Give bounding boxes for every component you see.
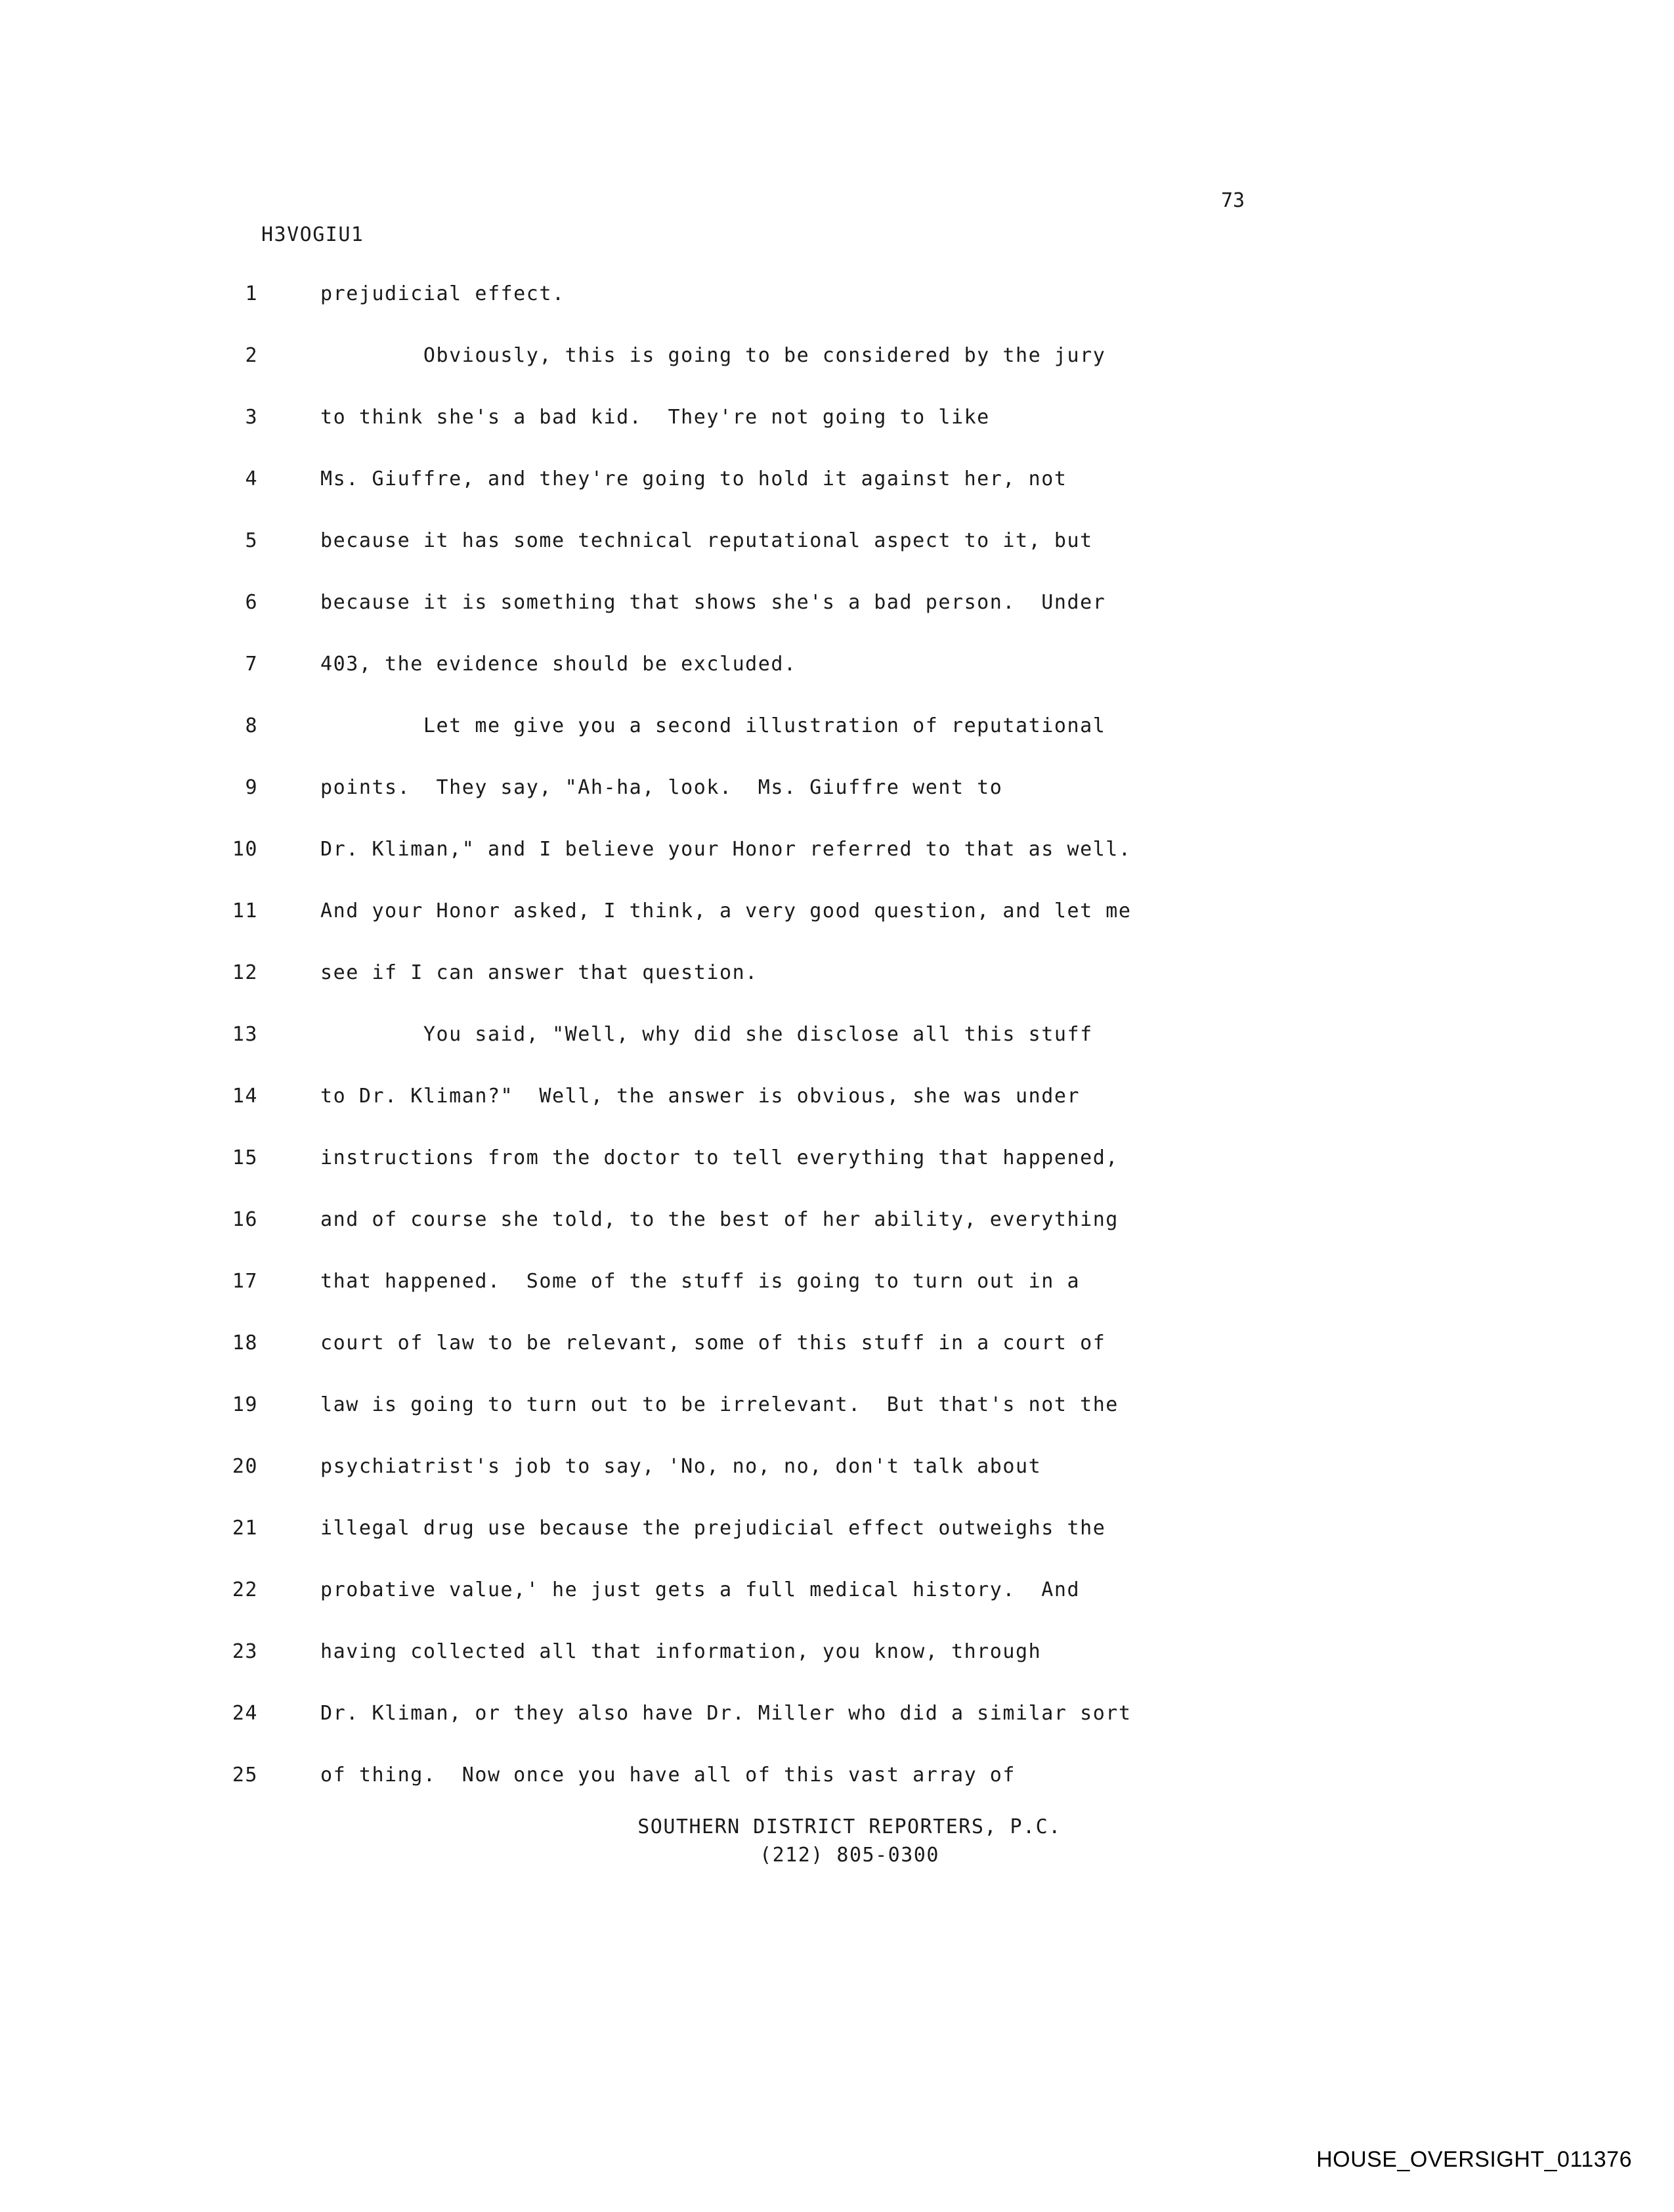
transcript-line bbox=[187, 838, 1434, 900]
line-text: points. They say, "Ah-ha, look. Ms. Giuffre went to bbox=[320, 776, 1003, 799]
line-number: 17 bbox=[232, 1270, 258, 1293]
transcript-line bbox=[187, 776, 1434, 838]
line-number: 8 bbox=[245, 714, 258, 737]
page-footer bbox=[0, 1815, 1674, 1867]
line-number: 7 bbox=[245, 653, 258, 676]
transcript-line bbox=[187, 1023, 1434, 1085]
line-number: 6 bbox=[245, 591, 258, 614]
transcript-line bbox=[187, 900, 1434, 961]
line-text: to think she's a bad kid. They're not going to like bbox=[320, 406, 990, 429]
line-number: 24 bbox=[232, 1702, 258, 1725]
line-number: 10 bbox=[232, 838, 258, 861]
line-number: 23 bbox=[232, 1640, 258, 1663]
transcript-line bbox=[187, 282, 1434, 344]
line-text: see if I can answer that question. bbox=[320, 961, 758, 984]
transcript-line bbox=[187, 1393, 1434, 1455]
transcript-line bbox=[187, 344, 1434, 406]
line-text: court of law to be relevant, some of this stuff in a court of bbox=[320, 1332, 1106, 1355]
line-number: 12 bbox=[232, 961, 258, 984]
transcript-line bbox=[187, 961, 1434, 1023]
line-text: law is going to turn out to be irrelevant. But that's not the bbox=[320, 1393, 1119, 1416]
reporter-phone: (212) 805-0300 bbox=[760, 1844, 939, 1867]
line-text: Ms. Giuffre, and they're going to hold it against her, not bbox=[320, 467, 1067, 490]
reporter-name: SOUTHERN DISTRICT REPORTERS, P.C. bbox=[637, 1815, 1062, 1838]
line-number: 22 bbox=[232, 1578, 258, 1601]
transcript-line bbox=[187, 1085, 1434, 1146]
transcript-line bbox=[187, 591, 1434, 653]
line-number: 3 bbox=[245, 406, 258, 429]
line-number: 25 bbox=[232, 1764, 258, 1787]
line-number: 19 bbox=[232, 1393, 258, 1416]
line-number: 9 bbox=[245, 776, 258, 799]
transcript-line bbox=[187, 1332, 1434, 1393]
line-text: having collected all that information, you know, through bbox=[320, 1640, 1042, 1663]
transcript-body bbox=[187, 282, 1434, 1825]
line-number: 1 bbox=[245, 282, 258, 305]
document-id: H3VOGIU1 bbox=[261, 223, 364, 246]
line-text: Dr. Kliman," and I believe your Honor referred to that as well. bbox=[320, 838, 1132, 861]
line-text: because it has some technical reputational aspect to it, but bbox=[320, 529, 1093, 552]
transcript-line bbox=[187, 1455, 1434, 1517]
bates-stamp: HOUSE_OVERSIGHT_011376 bbox=[1316, 2147, 1632, 2172]
transcript-line bbox=[187, 529, 1434, 591]
line-text: illegal drug use because the prejudicial effect outweighs the bbox=[320, 1517, 1106, 1540]
line-text: to Dr. Kliman?" Well, the answer is obvious, she was under bbox=[320, 1085, 1081, 1108]
page-number: 73 bbox=[1221, 189, 1245, 212]
line-number: 18 bbox=[232, 1332, 258, 1355]
line-number: 11 bbox=[232, 900, 258, 922]
transcript-line bbox=[187, 1578, 1434, 1640]
transcript-line bbox=[187, 1208, 1434, 1270]
transcript-line bbox=[187, 1270, 1434, 1332]
line-text: You said, "Well, why did she disclose all this stuff bbox=[320, 1023, 1093, 1046]
line-text: And your Honor asked, I think, a very good question, and let me bbox=[320, 900, 1132, 922]
line-text: prejudicial effect. bbox=[320, 282, 565, 305]
transcript-line bbox=[187, 714, 1434, 776]
line-number: 14 bbox=[232, 1085, 258, 1108]
line-text: instructions from the doctor to tell everything that happened, bbox=[320, 1146, 1119, 1169]
transcript-line bbox=[187, 653, 1434, 714]
line-text: of thing. Now once you have all of this vast array of bbox=[320, 1764, 1016, 1787]
line-number: 13 bbox=[232, 1023, 258, 1046]
transcript-line bbox=[187, 1146, 1434, 1208]
transcript-line bbox=[187, 1517, 1434, 1578]
transcript-line bbox=[187, 1640, 1434, 1702]
line-text: Dr. Kliman, or they also have Dr. Miller who did a similar sort bbox=[320, 1702, 1132, 1725]
line-text: probative value,' he just gets a full medical history. And bbox=[320, 1578, 1081, 1601]
line-text: Let me give you a second illustration of reputational bbox=[320, 714, 1106, 737]
transcript-line bbox=[187, 467, 1434, 529]
line-number: 20 bbox=[232, 1455, 258, 1478]
line-text: and of course she told, to the best of her ability, everything bbox=[320, 1208, 1119, 1231]
line-number: 4 bbox=[245, 467, 258, 490]
line-number: 5 bbox=[245, 529, 258, 552]
line-text: that happened. Some of the stuff is going to turn out in a bbox=[320, 1270, 1081, 1293]
transcript-line bbox=[187, 1702, 1434, 1764]
line-text: 403, the evidence should be excluded. bbox=[320, 653, 797, 676]
line-text: because it is something that shows she's a bad person. Under bbox=[320, 591, 1106, 614]
line-number: 15 bbox=[232, 1146, 258, 1169]
line-text: psychiatrist's job to say, 'No, no, no, don't talk about bbox=[320, 1455, 1042, 1478]
line-text: Obviously, this is going to be considered by the jury bbox=[320, 344, 1106, 367]
line-number: 21 bbox=[232, 1517, 258, 1540]
line-number: 16 bbox=[232, 1208, 258, 1231]
line-number: 2 bbox=[245, 344, 258, 367]
transcript-line bbox=[187, 406, 1434, 467]
